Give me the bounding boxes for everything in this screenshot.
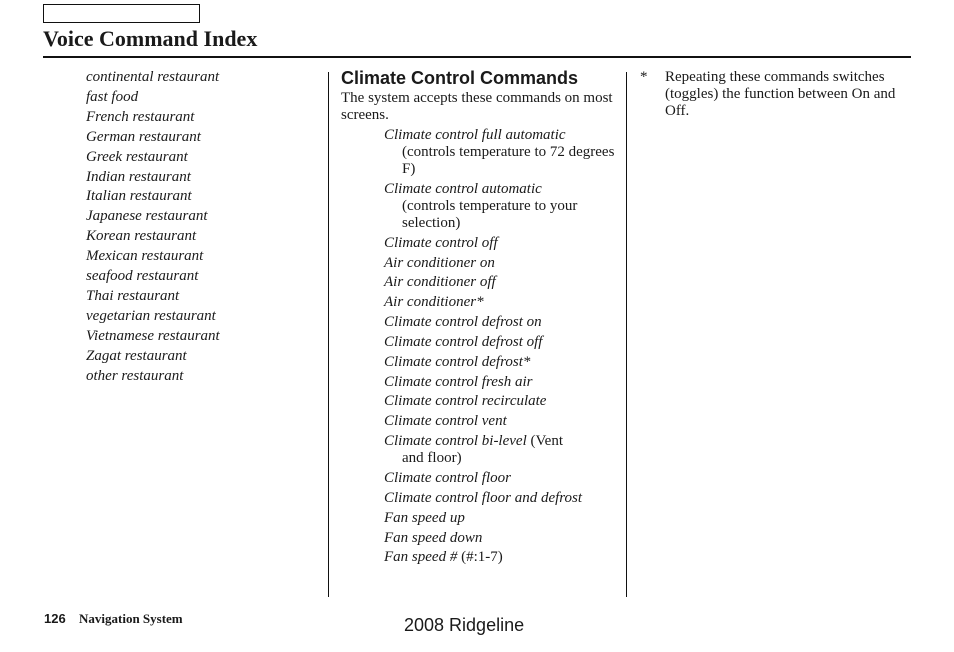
- climate-command: [384, 374, 621, 391]
- climate-command: [384, 510, 621, 527]
- footer-model-label: 2008 Ridgeline: [404, 615, 525, 635]
- climate-command: [384, 549, 621, 566]
- command-text: Air conditioner on: [384, 254, 495, 271]
- climate-command: [384, 354, 621, 371]
- restaurant-command: Mexican restaurant: [86, 248, 204, 265]
- restaurant-command: Japanese restaurant: [86, 208, 208, 225]
- command-note: and floor): [402, 450, 462, 467]
- command-text: Climate control off: [384, 234, 498, 251]
- climate-command: [384, 413, 621, 430]
- command-text: Climate control bi-level: [384, 433, 527, 450]
- command-text: Climate control vent: [384, 413, 507, 430]
- restaurant-command: French restaurant: [86, 108, 195, 125]
- restaurant-command: Greek restaurant: [86, 148, 188, 165]
- restaurant-command: Vietnamese restaurant: [86, 327, 220, 344]
- climate-command: [384, 274, 621, 291]
- restaurant-command: seafood restaurant: [86, 268, 199, 285]
- footnote-marker: *: [640, 69, 648, 85]
- command-text: Climate control recirculate: [384, 393, 547, 410]
- command-text: Climate control floor: [384, 469, 511, 486]
- climate-command: [384, 433, 621, 467]
- command-text: Climate control defrost on: [384, 314, 542, 331]
- command-text: Climate control floor and defrost: [384, 489, 583, 506]
- title-divider: [43, 56, 911, 58]
- command-text: Climate control defrost off: [384, 333, 543, 350]
- restaurant-command: vegetarian restaurant: [86, 307, 216, 324]
- command-text: Air conditioner off: [384, 274, 496, 291]
- command-text: Climate control defrost*: [384, 353, 531, 370]
- command-text: Fan speed #: [384, 549, 458, 566]
- restaurant-command: Indian restaurant: [86, 168, 191, 185]
- restaurant-command: continental restaurant: [86, 69, 220, 85]
- restaurant-command-list: [86, 68, 321, 387]
- climate-command: [384, 393, 621, 410]
- climate-command: [384, 181, 621, 232]
- climate-command: [384, 235, 621, 252]
- climate-section: [341, 67, 621, 569]
- command-text: Fan speed down: [384, 529, 483, 546]
- command-text: Fan speed up: [384, 509, 465, 526]
- restaurant-command: fast food: [86, 88, 139, 105]
- restaurant-command: Italian restaurant: [86, 188, 192, 205]
- climate-command: [384, 127, 621, 178]
- climate-command: [384, 490, 621, 507]
- page-number: 126: [44, 611, 66, 626]
- climate-command-list: [341, 127, 621, 566]
- command-inline-note: (#:1-7): [457, 549, 503, 566]
- command-text: Air conditioner*: [384, 294, 484, 311]
- footnote-text: Repeating these commands switches (toggles) the function between On and Off.: [665, 69, 896, 119]
- climate-command: [384, 334, 621, 351]
- climate-command: [384, 530, 621, 547]
- climate-command: [384, 314, 621, 331]
- section-intro: The system accepts these commands on most screens.: [341, 90, 613, 123]
- command-text: Climate control fresh air: [384, 373, 533, 390]
- header-tab-box: [43, 4, 200, 23]
- command-inline-note: (Vent: [526, 433, 563, 450]
- footer-section-title: Navigation System: [79, 611, 183, 626]
- restaurant-command: other restaurant: [86, 367, 184, 384]
- restaurant-command: German restaurant: [86, 128, 201, 145]
- command-note: (controls temperature to 72 degrees F): [402, 144, 615, 177]
- restaurant-command: Korean restaurant: [86, 228, 197, 245]
- page-title: Voice Command Index: [43, 26, 258, 51]
- footnote: [640, 69, 910, 120]
- command-text: Climate control full automatic: [384, 127, 566, 143]
- column-divider-left: [328, 72, 329, 597]
- command-note: (controls temperature to your selection): [402, 197, 578, 231]
- climate-command: [384, 470, 621, 487]
- climate-command: [384, 255, 621, 272]
- climate-command: [384, 294, 621, 311]
- command-text: Climate control automatic: [384, 180, 542, 197]
- column-divider-right: [626, 72, 627, 597]
- restaurant-command: Thai restaurant: [86, 287, 180, 304]
- restaurant-command: Zagat restaurant: [86, 347, 187, 364]
- section-heading: Climate Control Commands: [341, 68, 579, 88]
